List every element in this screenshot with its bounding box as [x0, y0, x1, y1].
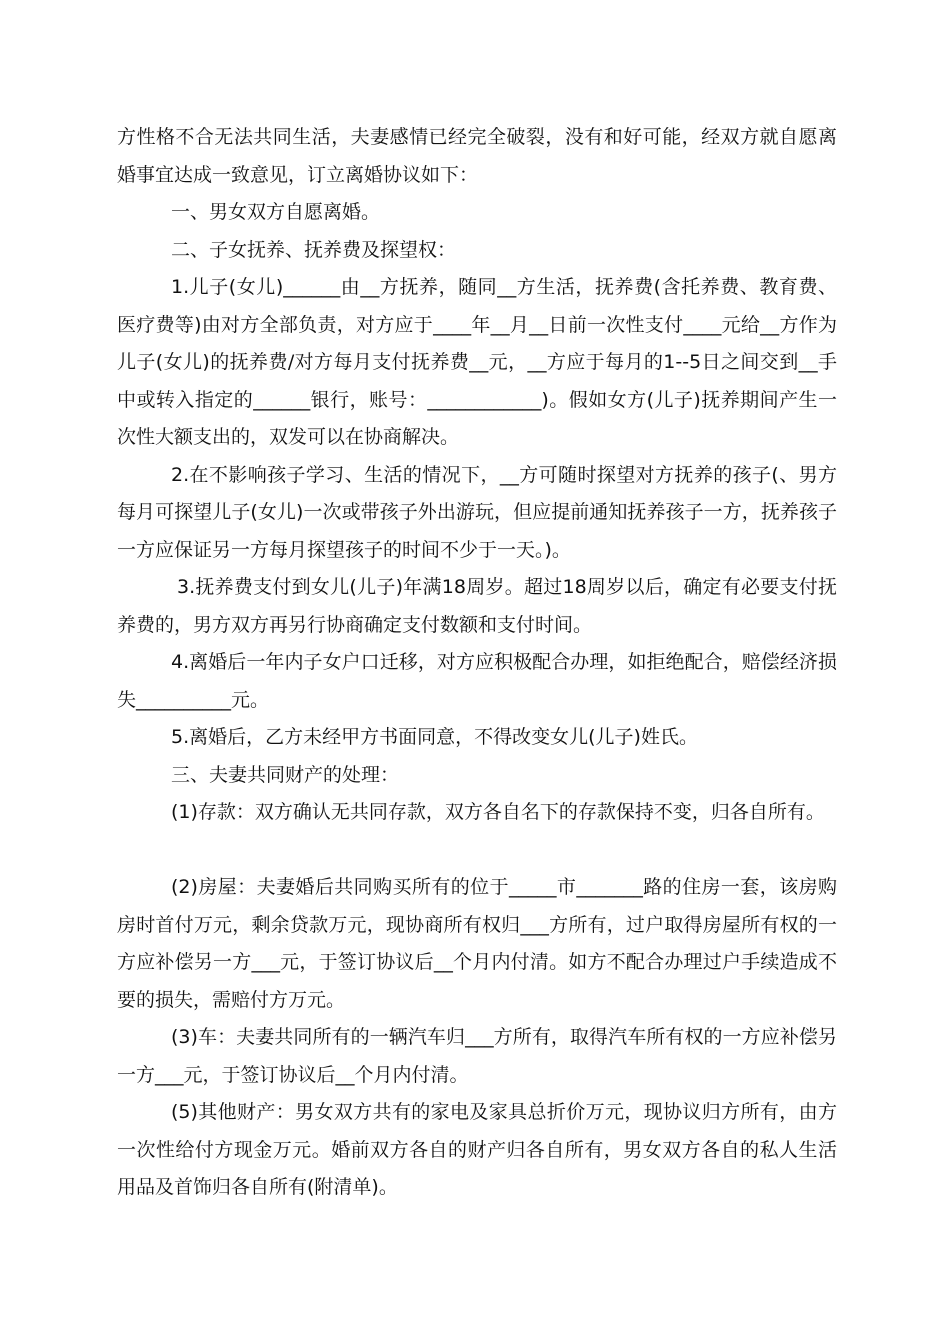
- clause-2-item-5: 5.离婚后，乙方未经甲方书面同意，不得改变女儿(儿子)姓氏。: [171, 726, 698, 748]
- clause-3-item-deposit: (1)存款：双方确认无共同存款，双方各自名下的存款保持不变，归各自所有。: [171, 801, 825, 823]
- agreement-body: [117, 119, 837, 1207]
- clause-2-item-2: 2.在不影响孩子学习、生活的情况下，__方可随时探望对方抚养的孩子(、男方每月可探望儿子(女儿)一次或带孩子外出游玩，但应提前通知抚养孩子一方，抚养孩子一方应保证另一方每月探望孩子的时间不少于一天。)。: [117, 463, 837, 561]
- clause-3-item-other: (5)其他财产：男女双方共有的家电及家具总折价万元，现协议归方所有，由方一次性给付方现金万元。婚前双方各自的财产归各自所有，男女双方各自的私人生活用品及首饰归各自所有(附清单)。: [117, 1101, 837, 1198]
- clause-2-item-1: 1.儿子(女儿)______由__方抚养，随同__方生活，抚养费(含托养费、教育费、医疗费等)由对方全部负责，对方应于____年__月__日前一次性支付____元给__方作为儿子(女儿)的抚养费/对方每月支付抚养费__元，__方应于每月的1--5日之间交到__手中或转入指定的______银行，账号：____________)。假如女方(儿子)抚养期间产生一次性大额支出的，双发可以在协商解决。: [117, 276, 837, 448]
- clause-1-heading: 一、男女双方自愿离婚。: [171, 201, 381, 223]
- paragraph-intro: 方性格不合无法共同生活，夫妻感情已经完全破裂，没有和好可能，经双方就自愿离婚事宜达成一致意见，订立离婚协议如下：: [117, 126, 837, 186]
- clause-3-heading: 三、夫妻共同财产的处理：: [171, 763, 400, 786]
- clause-3-item-car: (3)车：夫妻共同所有的一辆汽车归___方所有，取得汽车所有权的一方应补偿另一方___元，于签订协议后__个月内付清。: [117, 1026, 837, 1086]
- clause-2-item-4: 4.离婚后一年内子女户口迁移，对方应积极配合办理，如拒绝配合，赔偿经济损失__________元。: [117, 651, 837, 711]
- clause-2-item-3: 3.抚养费支付到女儿(儿子)年满18周岁。超过18周岁以后，确定有必要支付抚养费的，男方双方再另行协商确定支付数额和支付时间。: [117, 576, 837, 636]
- blank-line: [117, 832, 837, 870]
- clause-3-item-house: (2)房屋：夫妻婚后共同购买所有的位于_____市_______路的住房一套，该房购房时首付万元，剩余贷款万元，现协商所有权归___方所有，过户取得房屋所有权的一方应补偿另一方___元，于签订协议后__个月内付清。如方不配合办理过户手续造成不要的损失，需赔付方万元。: [117, 876, 837, 1011]
- clause-2-heading: 二、子女抚养、抚养费及探望权：: [171, 238, 457, 261]
